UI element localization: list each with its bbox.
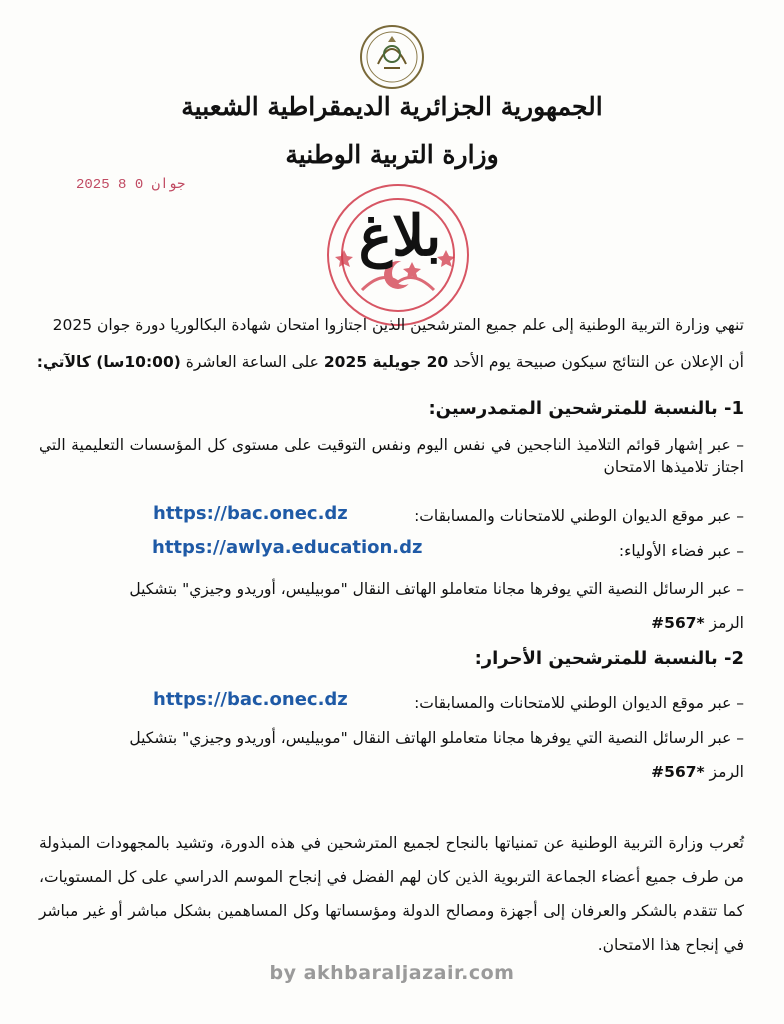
sms-code: #567* xyxy=(651,614,705,632)
code-label-2: الرمز xyxy=(704,763,744,781)
date-stamp: 2025 جوان 0 8 xyxy=(76,177,186,193)
section-1-item-3: – عبر فضاء الأولياء: xyxy=(618,542,744,560)
intro-line-2 xyxy=(24,351,744,373)
section-1-code-line xyxy=(39,612,744,634)
watermark: by akhbaraljazair.com xyxy=(269,962,515,984)
section-2-heading: 2- بالنسبة للمترشحين الأحرار: xyxy=(474,648,744,669)
code-label: الرمز xyxy=(704,614,744,632)
intro-line-1: تنهي وزارة التربية الوطنية إلى علم جميع المترشحين الذين اجتازوا امتحان شهادة البكالوريا دورة جوان 2025 xyxy=(52,316,744,334)
bac-onec-link[interactable]: https://bac.onec.dz xyxy=(153,503,348,524)
intro-time: (10:00سا) كالآتي: xyxy=(36,353,181,371)
awlya-education-link[interactable]: https://awlya.education.dz xyxy=(152,537,423,558)
announcement-title: بلاغ xyxy=(358,203,442,269)
section-2-item-2: – عبر الرسائل النصية التي يوفرها مجانا متعاملو الهاتف النقال "موبيليس، أوريدو وجيزي" بتشكيل xyxy=(129,729,744,747)
section-1-item-2: – عبر موقع الديوان الوطني للامتحانات والمسابقات: xyxy=(414,507,744,525)
intro-date: 20 جويلية 2025 xyxy=(323,353,449,371)
section-1-item-1: – عبر إشهار قوائم التلاميذ الناجحين في نفس اليوم ونفس التوقيت على مستوى كل المؤسسات التعليمية التي اجتاز تلاميذها الامتحان xyxy=(39,436,744,476)
section-2-code-line xyxy=(39,761,744,783)
country-heading: الجمهورية الجزائرية الديمقراطية الشعبية xyxy=(181,92,603,121)
sms-code-2: #567* xyxy=(651,763,705,781)
ministry-heading: وزارة التربية الوطنية xyxy=(285,140,499,169)
closing-paragraph: تُعرب وزارة التربية الوطنية عن تمنياتها بالنجاح لجميع المترشحين في هذه الدورة، وتشيد بالمجهودات المبذولة من طرف جميع أعضاء الجماعة التربوية الذين كان لهم الفضل في إنجاح الموسم الدراسي على كل المستويات، كما تتقدم بالشكر والعرفان إلى أجهزة ومصالح الدولة ومؤسساتها وكل المساهمين بشكل مباشر أو غير مباشر في إنجاح هذا الامتحان. xyxy=(39,834,744,954)
section-1-item-4: – عبر الرسائل النصية التي يوفرها مجانا متعاملو الهاتف النقال "موبيليس، أوريدو وجيزي" بتشكيل xyxy=(129,580,744,598)
intro-text-a: أن الإعلان عن النتائج سيكون صبيحة يوم الأحد xyxy=(448,353,744,371)
section-1-heading: 1- بالنسبة للمترشحين المتمدرسين: xyxy=(428,398,744,419)
bac-onec-link-2[interactable]: https://bac.onec.dz xyxy=(153,689,348,710)
intro-text-c: على الساعة العاشرة xyxy=(180,353,324,371)
section-2-item-1: – عبر موقع الديوان الوطني للامتحانات والمسابقات: xyxy=(414,694,744,712)
national-emblem xyxy=(358,24,426,90)
